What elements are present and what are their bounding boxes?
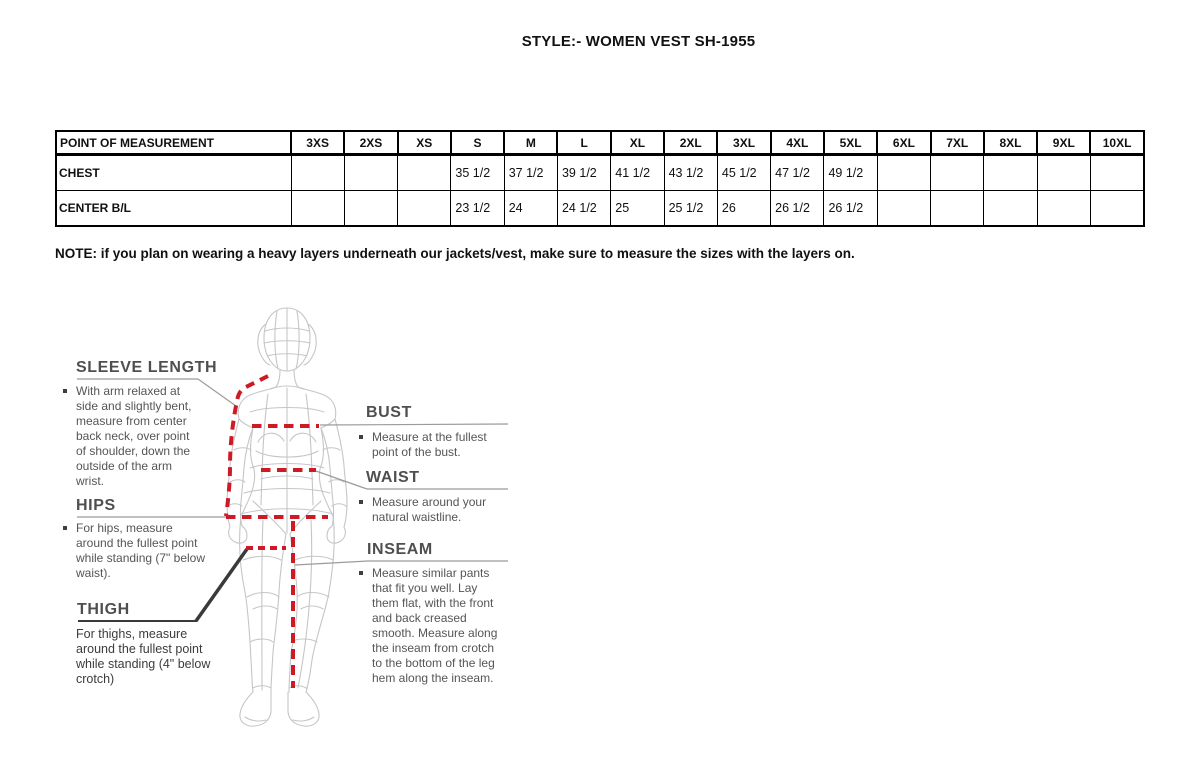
bullet-square-icon (359, 500, 363, 504)
column-header-6xl: 6XL (877, 131, 930, 155)
chest-value-cell: 49 1/2 (824, 155, 877, 191)
bust-leader-line (320, 424, 508, 425)
center-bl-value-cell: 24 1/2 (557, 191, 610, 227)
column-header-8xl: 8XL (984, 131, 1037, 155)
chest-value-cell: 39 1/2 (557, 155, 610, 191)
column-header-7xl: 7XL (931, 131, 984, 155)
column-header-10xl: 10XL (1090, 131, 1143, 155)
inseam-heading: INSEAM (367, 541, 433, 558)
bullet-square-icon (359, 435, 363, 439)
sleeve-length-description-text: With arm relaxed at side and slightly bent, measure from center back neck, over point of shoulder, down the outside of the arm wrist. (76, 384, 192, 488)
column-header-3xs: 3XS (291, 131, 344, 155)
thigh-description (76, 627, 226, 687)
hips-heading: HIPS (76, 497, 116, 514)
column-header-4xl: 4XL (771, 131, 824, 155)
thigh-description-text: For thighs, measure around the fullest point while standing (4" below crotch) (76, 627, 211, 686)
sleeve-length-description (63, 384, 200, 489)
waist-heading: WAIST (366, 469, 420, 486)
waist-description (359, 495, 494, 525)
column-header-5xl: 5XL (824, 131, 877, 155)
column-header-2xs: 2XS (344, 131, 397, 155)
bust-description-text: Measure at the fullest point of the bust. (372, 430, 487, 459)
column-header-9xl: 9XL (1037, 131, 1090, 155)
center-bl-value-cell: 25 (611, 191, 664, 227)
column-header-3xl: 3XL (717, 131, 770, 155)
center-bl-value-cell: 26 1/2 (824, 191, 877, 227)
sleeve-length-leader-line (198, 379, 236, 406)
bust-description (359, 430, 494, 460)
center-bl-value-cell: 23 1/2 (451, 191, 504, 227)
inseam-description (359, 566, 506, 686)
note-text: NOTE: if you plan on wearing a heavy layers underneath our jackets/vest, make sure to measure the sizes with the layers on. (55, 246, 855, 261)
bust-heading: BUST (366, 404, 412, 421)
document-title: STYLE:- WOMEN VEST SH-1955 (521, 33, 756, 50)
row-label-chest: CHEST (56, 155, 291, 191)
bullet-square-icon (63, 389, 67, 393)
column-header-xl: XL (611, 131, 664, 155)
inseam-leader-line (295, 561, 508, 565)
column-header-m: M (504, 131, 557, 155)
column-header-s: S (451, 131, 504, 155)
sleeve-length-heading: SLEEVE LENGTH (76, 359, 218, 376)
column-header-point-of-measurement: POINT OF MEASUREMENT (56, 131, 291, 155)
chest-value-cell: 47 1/2 (771, 155, 824, 191)
row-label-center-bl: CENTER B/L (56, 191, 291, 227)
column-header-xs: XS (398, 131, 451, 155)
chest-value-cell: 45 1/2 (717, 155, 770, 191)
center-bl-value-cell: 25 1/2 (664, 191, 717, 227)
center-bl-value-cell: 24 (504, 191, 557, 227)
waist-leader-line (316, 471, 367, 489)
chest-value-cell: 41 1/2 (611, 155, 664, 191)
column-header-l: L (557, 131, 610, 155)
chest-value-cell: 37 1/2 (504, 155, 557, 191)
bullet-square-icon (63, 526, 67, 530)
thigh-heading: THIGH (77, 601, 130, 618)
hips-description (63, 521, 206, 581)
inseam-description-text: Measure similar pants that fit you well. Lay them flat, with the front and back creased smooth. Measure along the inseam from crotch to the bottom of the leg hem along the inseam. (372, 566, 498, 685)
chest-value-cell: 43 1/2 (664, 155, 717, 191)
hips-description-text: For hips, measure around the fullest point while standing (7" below waist). (76, 521, 205, 580)
chest-value-cell: 35 1/2 (451, 155, 504, 191)
column-header-2xl: 2XL (664, 131, 717, 155)
waist-description-text: Measure around your natural waistline. (372, 495, 487, 524)
center-bl-value-cell: 26 (717, 191, 770, 227)
bullet-square-icon (359, 571, 363, 575)
center-bl-value-cell: 26 1/2 (771, 191, 824, 227)
